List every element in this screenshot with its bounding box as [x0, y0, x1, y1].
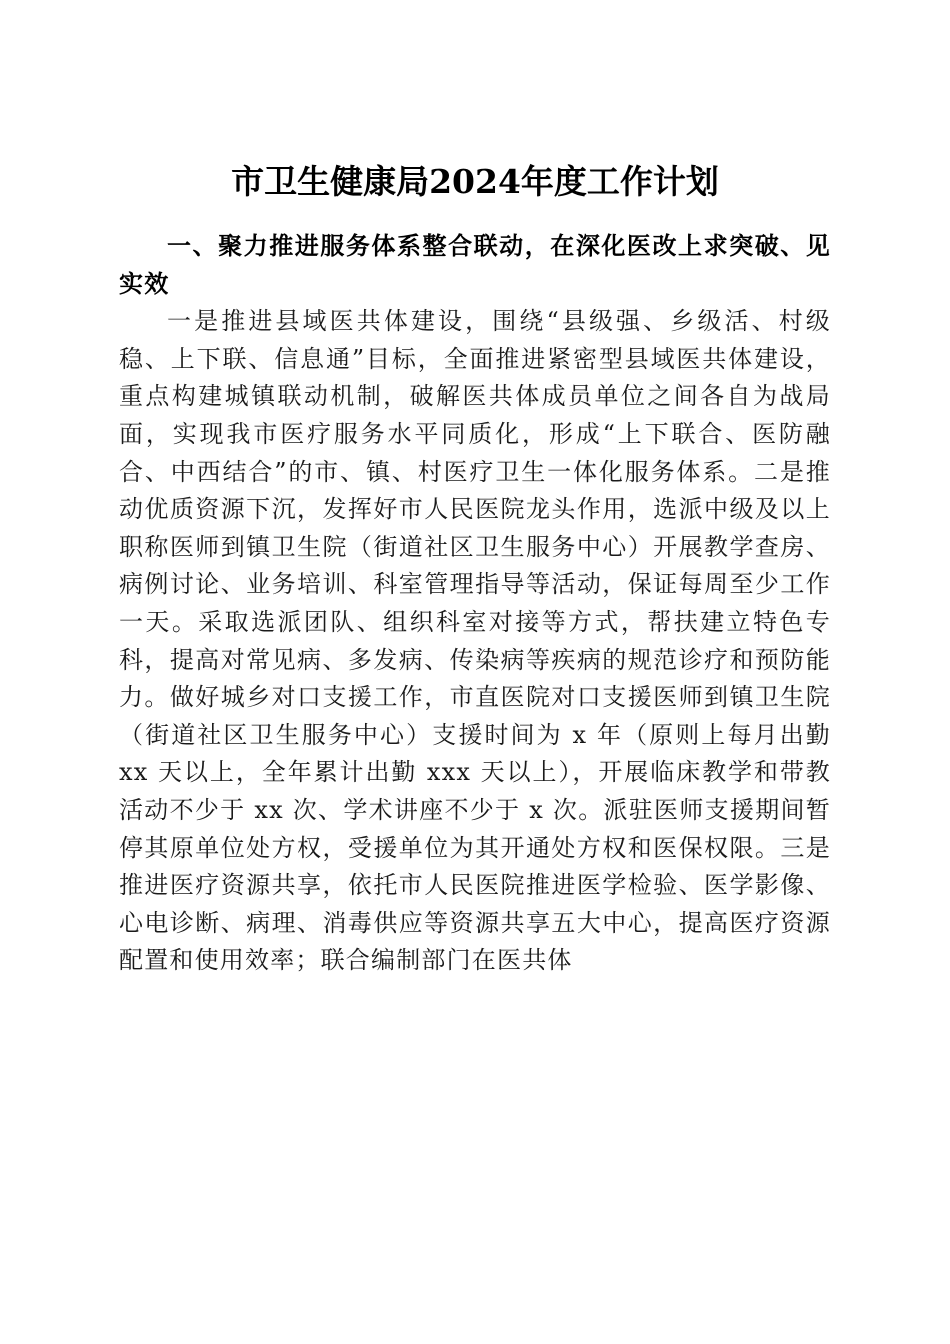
document-title: 市卫生健康局2024年度工作计划: [231, 162, 719, 202]
body-paragraph: 一是推进县域医共体建设，围绕“县级强、乡级活、村级稳、上下联、信息通”目标，全面推进紧密型县域医共体建设，重点构建城镇联动机制，破解医共体成员单位之间各自为战局面，实现我市医疗服务水平同质化，形成“上下联合、医防融合、中西结合”的市、镇、村医疗卫生一体化服务体系。二是推动优质资源下沉，发挥好市人民医院龙头作用，选派中级及以上职称医师到镇卫生院（街道社区卫生服务中心）开展教学查房、病例讨论、业务培训、科室管理指导等活动，保证每周至少工作一天。采取选派团队、组织科室对接等方式，帮扶建立特色专科，提高对常见病、多发病、传染病等疾病的规范诊疗和预防能力。做好城乡对口支援工作，市直医院对口支援医师到镇卫生院（街道社区卫生服务中心）支援时间为 x 年（原则上每月出勤 xx 天以上，全年累计出勤 xxx 天以上），开展临床教学和带教活动不少于 xx 次、学术讲座不少于 x 次。派驻医师支援期间暂停其原单位处方权，受援单位为其开通处方权和医保权限。三是推进医疗资源共享，依托市人民医院推进医学检验、医学影像、心电诊断、病理、消毒供应等资源共享五大中心，提高医疗资源配置和使用效率；联合编制部门在医共体: [119, 307, 831, 975]
section-heading: 一、聚力推进服务体系整合联动，在深化医改上求突破、见实效: [119, 232, 831, 298]
document-body: [119, 228, 831, 980]
